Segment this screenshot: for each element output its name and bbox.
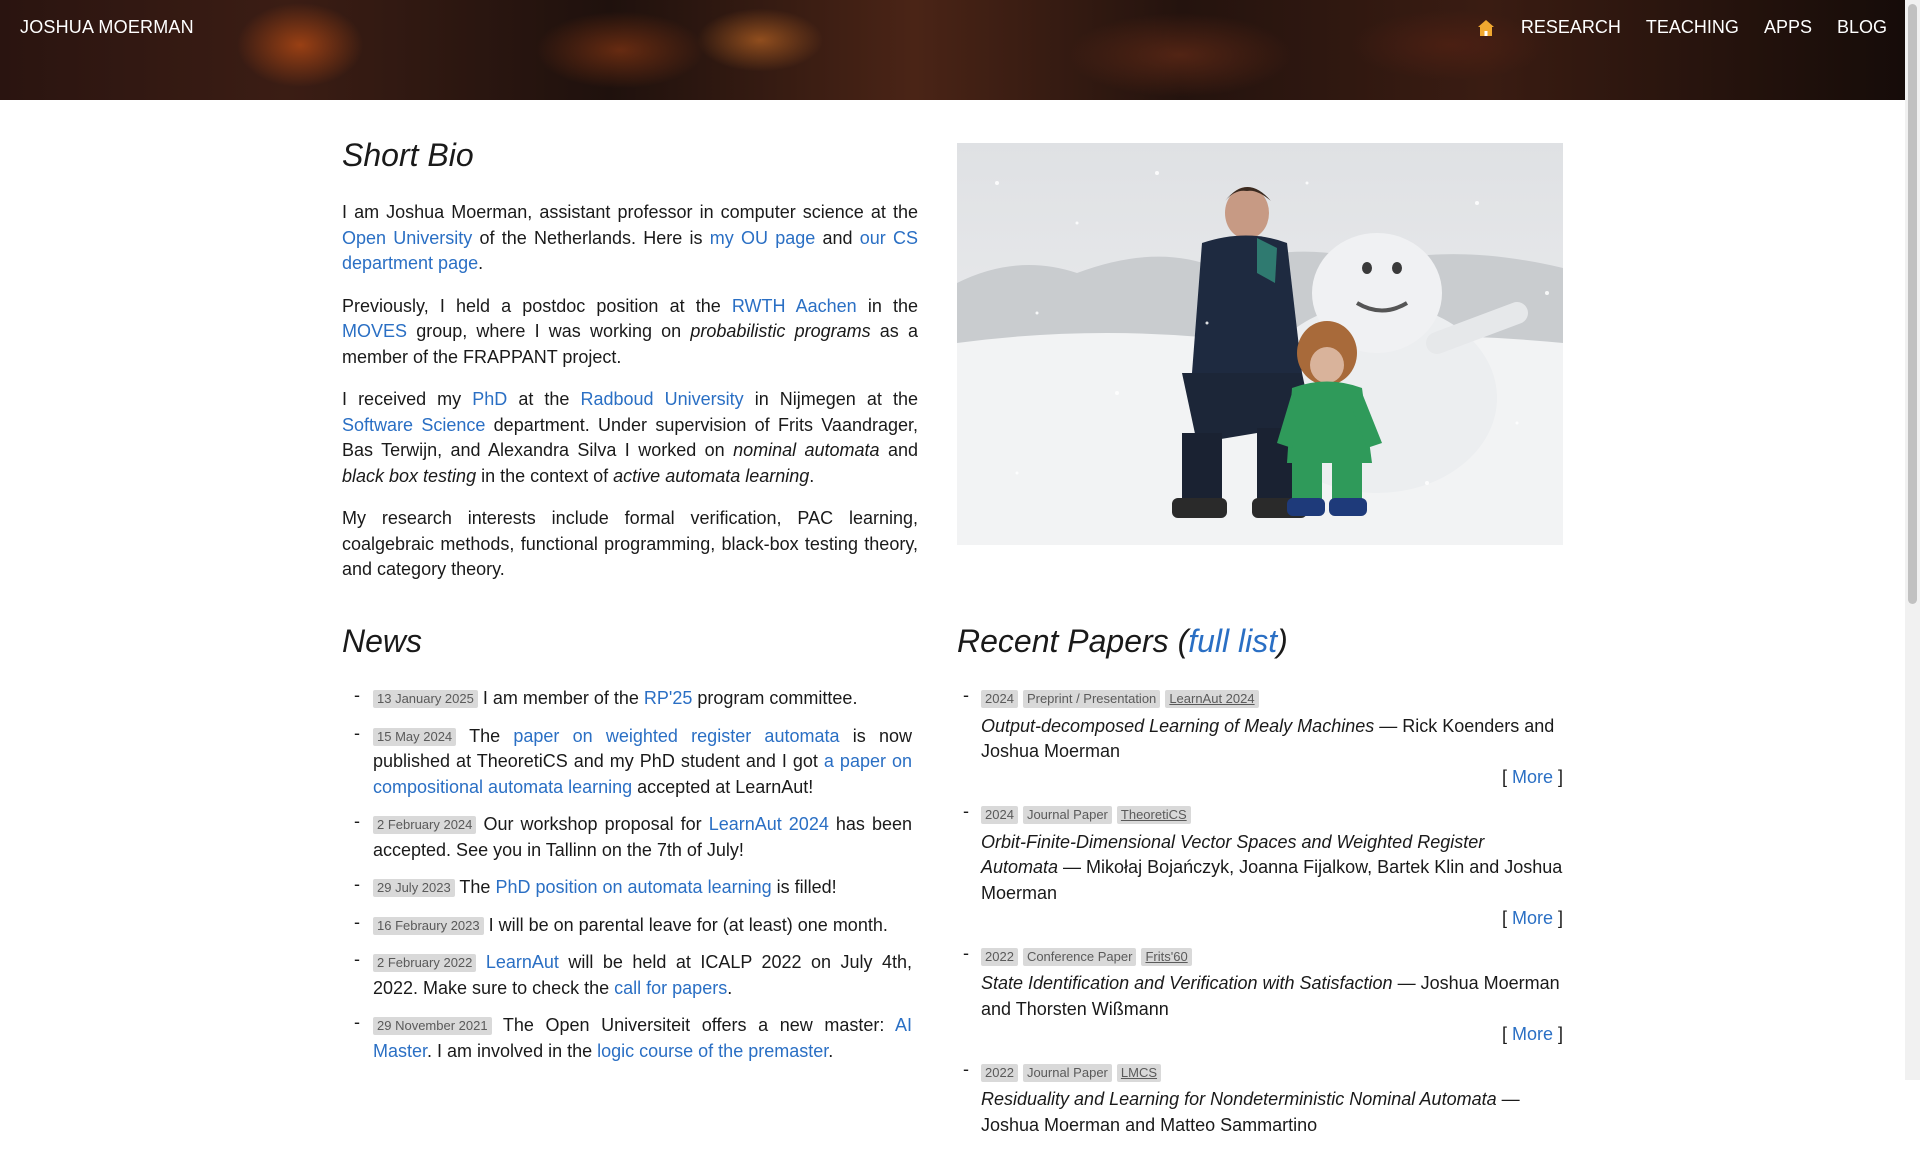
text: group, where I was working on (407, 321, 691, 341)
text: . (727, 977, 733, 998)
paper-type-badge: Journal Paper (1023, 1064, 1112, 1082)
text: Previously, I held a postdoc position at the (342, 295, 732, 316)
full-list-link[interactable]: full list (1188, 623, 1278, 659)
text: I will be on parental leave for (at least) one month. (483, 914, 888, 935)
text: . (478, 253, 484, 273)
emphasis: probabilistic programs (690, 321, 871, 341)
news-date-badge: 29 November 2021 (373, 1017, 492, 1035)
paper-citation (981, 714, 1563, 765)
paper-type-badge: Journal Paper (1023, 806, 1112, 824)
text: as a member of the FRAPPANT project. (342, 321, 918, 367)
paper-citation (981, 830, 1563, 907)
paper-entry (957, 1060, 1563, 1139)
phd-position-link[interactable]: PhD position on automata learning (495, 877, 772, 897)
paper-title: Output-decomposed Learning of Mealy Machines (981, 715, 1375, 736)
weighted-register-automata-link[interactable]: paper on weighted register automata (513, 725, 840, 746)
text: accepted at LearnAut! (632, 776, 814, 797)
news-section (342, 614, 912, 1076)
paper-authors: — Joshua Moerman and Matteo Sammartino (981, 1089, 1520, 1135)
text: ) (1277, 623, 1288, 659)
text: of the Netherlands. Here is (472, 227, 710, 248)
call-for-papers-link[interactable]: call for papers (614, 977, 728, 998)
home-link[interactable] (1476, 18, 1496, 38)
news-date-badge: 13 January 2025 (373, 690, 478, 708)
site-title-link[interactable]: JOSHUA MOERMAN (20, 17, 194, 37)
paper-venue-link[interactable]: LMCS (1117, 1064, 1161, 1082)
short-bio-section (342, 128, 918, 600)
profile-photo (957, 143, 1563, 545)
paper-entry (957, 686, 1563, 790)
news-item (342, 913, 912, 939)
text: . (828, 1040, 834, 1061)
logic-course-link[interactable]: logic course of the premaster (597, 1040, 829, 1061)
paper-title: Residuality and Learning for Nondeterministic Nominal Automata (981, 1089, 1497, 1109)
paper-venue-link[interactable]: TheoretiCS (1117, 806, 1191, 824)
phd-link[interactable]: PhD (472, 389, 508, 409)
radboud-link[interactable]: Radboud University (580, 389, 744, 409)
papers-heading (957, 623, 1563, 659)
text: in the context of (476, 465, 614, 486)
paper-more: [ More ] (1501, 766, 1563, 787)
rp25-link[interactable]: RP'25 (643, 688, 693, 708)
news-date-badge: 29 July 2023 (373, 879, 455, 897)
text: program committee. (692, 688, 858, 708)
news-date-badge: 2 February 2022 (373, 954, 476, 972)
moves-link[interactable]: MOVES (342, 321, 408, 341)
software-science-link[interactable]: Software Science (342, 414, 486, 435)
news-item (342, 686, 912, 712)
news-heading: News (342, 623, 423, 659)
news-date-badge: 15 May 2024 (373, 728, 456, 746)
paper-citation (981, 971, 1563, 1022)
text: has been accepted. See you in Tallinn on the 7th of July! (373, 814, 912, 860)
text: is filled! (771, 877, 837, 897)
news-item (342, 875, 912, 901)
text: Recent Papers ( (957, 623, 1189, 659)
news-list (342, 686, 912, 1064)
paper-authors: — Rick Koenders and Joshua Moerman (981, 715, 1555, 761)
bio-paragraph-3 (342, 387, 918, 489)
paper-tags (981, 944, 1563, 970)
open-university-link[interactable]: Open University (342, 227, 473, 248)
nav-research[interactable]: RESEARCH (1520, 17, 1621, 37)
text: The Open Universiteit offers a new master: (491, 1015, 895, 1035)
paper-authors: — Mikołaj Bojańczyk, Joanna Fijalkow, Bartek Klin and Joshua Moerman (981, 857, 1563, 903)
main-nav (1476, 17, 1887, 38)
cs-department-link[interactable]: our CS department page (342, 227, 918, 273)
text: and (815, 227, 860, 248)
text: is now published at TheoretiCS and my PhD student and I got (373, 725, 912, 771)
news-item (342, 1013, 912, 1064)
text: department. Under supervision of Frits Vaandrager, Bas Terwijn, and Alexandra Silva I worked on (342, 414, 919, 460)
compositional-learning-link[interactable]: a paper on compositional automata learning (373, 751, 912, 797)
bio-paragraph-2 (342, 294, 918, 371)
paper-tags (981, 686, 1563, 712)
nav-apps[interactable]: APPS (1763, 17, 1812, 37)
text (476, 952, 485, 972)
ou-page-link[interactable]: my OU page (709, 227, 816, 248)
paper-year-badge: 2022 (981, 948, 1018, 966)
paper-venue-link[interactable]: LearnAut 2024 (1165, 690, 1258, 708)
paper-entry (957, 802, 1563, 932)
paper-title: Orbit-Finite-Dimensional Vector Spaces and Weighted Register Automata (981, 831, 1485, 877)
recent-papers-section (957, 614, 1563, 1150)
text: and (879, 440, 918, 460)
header-banner (0, 0, 1905, 100)
paper-type-badge: Preprint / Presentation (1023, 690, 1160, 708)
nav-blog[interactable]: BLOG (1836, 17, 1887, 37)
text: . I am involved in the (427, 1040, 598, 1061)
text: I am member of the (477, 688, 644, 708)
news-item (342, 950, 912, 1001)
bio-heading: Short Bio (342, 137, 474, 173)
more-link[interactable]: More (1511, 766, 1553, 787)
nav-teaching[interactable]: TEACHING (1645, 17, 1739, 37)
more-link[interactable]: More (1511, 1024, 1553, 1044)
text: . (809, 465, 815, 486)
news-item (342, 724, 912, 801)
paper-tags (981, 802, 1563, 828)
paper-venue-link[interactable]: Frits'60 (1141, 948, 1191, 966)
paper-title: State Identification and Verification with Satisfaction (981, 973, 1393, 993)
text: The (456, 725, 514, 746)
more-link[interactable]: More (1511, 908, 1553, 928)
bio-paragraph-1 (342, 200, 918, 277)
home-icon (1476, 18, 1496, 38)
learnaut-2024-link[interactable]: LearnAut 2024 (708, 814, 829, 834)
paper-type-badge: Conference Paper (1023, 948, 1137, 966)
news-item (342, 812, 912, 863)
paper-year-badge: 2024 (981, 690, 1018, 708)
paper-entry (957, 944, 1563, 1048)
emphasis: black box testing (342, 465, 477, 486)
emphasis: active automata learning (613, 465, 810, 486)
paper-tags (981, 1060, 1563, 1086)
text: will be held at ICALP 2022 on July 4th, 2022. Make sure to check the (373, 952, 912, 998)
paper-year-badge: 2022 (981, 1064, 1018, 1082)
text: in the (856, 295, 918, 316)
rwth-aachen-link[interactable]: RWTH Aachen (731, 295, 857, 316)
paper-more: [ More ] (1501, 1024, 1563, 1044)
emphasis: nominal automata (733, 440, 880, 460)
paper-year-badge: 2024 (981, 806, 1018, 824)
text: Our workshop proposal for (476, 814, 709, 834)
text: I am Joshua Moerman, assistant professor in computer science at the (342, 202, 918, 222)
text: I received my (342, 389, 473, 409)
text: at the (507, 389, 581, 409)
bio-paragraph-4: My research interests include formal verification, PAC learning, coalgebraic methods, functional programming, black-box testing theory, and category theory. (342, 508, 918, 579)
news-date-badge: 2 February 2024 (373, 816, 476, 834)
snow-scene-image (957, 143, 1563, 545)
paper-more: [ More ] (1501, 908, 1563, 928)
ai-master-link[interactable]: AI Master (373, 1015, 912, 1061)
learnaut-link[interactable]: LearnAut (485, 952, 559, 972)
text: in Nijmegen at the (743, 389, 918, 409)
scrollbar-thumb[interactable] (1908, 4, 1917, 604)
text: The (454, 877, 496, 897)
page-scrollbar[interactable] (1905, 0, 1920, 1080)
paper-citation (981, 1087, 1563, 1138)
paper-authors: — Joshua Moerman and Thorsten Wißmann (981, 973, 1560, 1019)
news-date-badge: 16 Febraury 2023 (373, 917, 484, 935)
